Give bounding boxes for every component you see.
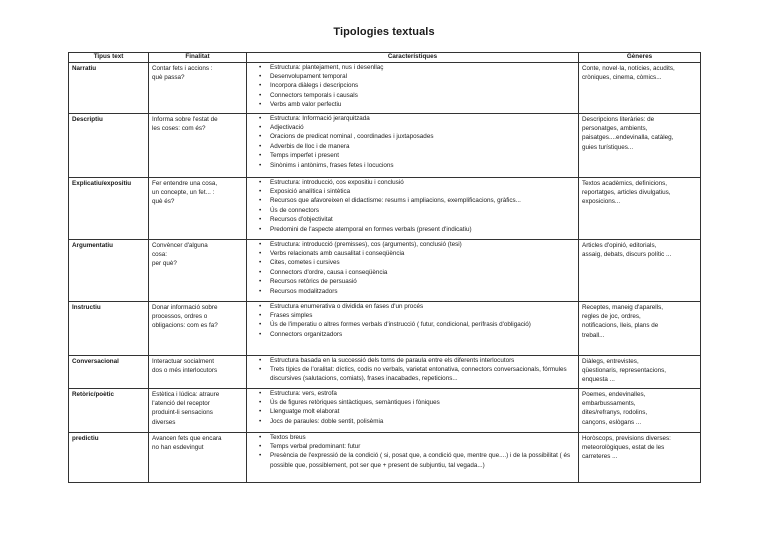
feature-item: • Connectors organitzadors: [270, 330, 575, 339]
header-purpose: Finalitat: [149, 53, 247, 63]
feature-item: • Temps imperfet i present: [270, 151, 575, 160]
feature-item: • Estructura: introducció (premisses), cos (arguments), conclusió (tesi): [270, 240, 575, 249]
cell-type: predictiu: [69, 432, 149, 482]
cell-features: [247, 432, 579, 482]
feature-item: • Recursos retòrics de persuasió: [270, 277, 575, 286]
features-list: [250, 178, 575, 234]
cell-type: Instructiu: [69, 301, 149, 355]
cell-purpose: [149, 113, 247, 177]
features-list: [250, 63, 575, 110]
feature-item: • Predomini de l'aspecte atemporal en formes verbals (present d'indicatiu): [270, 225, 575, 234]
purpose-line: Interactuar socialment: [152, 357, 214, 365]
features-list: [250, 433, 575, 471]
feature-item: • Estructura: Informació jerarquitzada: [270, 114, 575, 123]
purpose-line: Avancen fets que encara: [152, 434, 222, 442]
genre-line: dites/refranys, rodolins,: [582, 409, 648, 417]
page-title: Tipologies textuals: [333, 26, 435, 38]
cell-genres: [579, 177, 701, 239]
cell-features: [247, 388, 579, 432]
purpose-line: què és?: [152, 198, 175, 206]
cell-type: Argumentatiu: [69, 239, 149, 301]
cell-features: [247, 113, 579, 177]
purpose-line: no han esdevingut: [152, 444, 204, 451]
feature-item: • Estructura enumerativa o dividida en fases d'un procés: [270, 302, 575, 311]
text-types-table: [68, 52, 701, 483]
genre-line: Poemes, endevinalles,: [582, 390, 646, 398]
genre-line: regles de joc, ordres,: [582, 313, 641, 320]
feature-item: • Presència de l'expressió de la condició ( si, posat que, a condició que, mentre que....) i de la possibilitat ( és possible que, possiblement, pot ser que + present de subjuntiu, tal vegada...): [270, 451, 575, 470]
genre-line: Conte, novel·la, notícies, acudits,: [582, 64, 675, 72]
features-list: [250, 389, 575, 427]
feature-item: • Llenguatge molt elaborat: [270, 407, 575, 416]
table-row: [69, 388, 701, 432]
feature-item: • Recursos modalitzadors: [270, 287, 575, 296]
genre-line: personatges, ambients,: [582, 125, 648, 132]
cell-features: [247, 62, 579, 113]
cell-genres: [579, 432, 701, 482]
purpose-line: Donar informació sobre: [152, 303, 218, 311]
feature-item: • Sinònims i antònims, frases fetes i locucions: [270, 161, 575, 170]
cell-genres: [579, 355, 701, 388]
genre-line: Receptes, maneig d'aparells,: [582, 303, 664, 311]
purpose-line: Contar fets i accions :: [152, 64, 213, 72]
feature-item: • Trets típics de l'oralitat: díctics, codis no verbals, varietat entonativa, connectors conversacionals, fórmules discursives (salutacions, comiats), frases inacabades, repeticions...: [270, 365, 575, 384]
features-list: [250, 302, 575, 340]
feature-item: • Desenvolupament temporal: [270, 72, 575, 81]
cell-purpose: [149, 355, 247, 388]
cell-genres: [579, 301, 701, 355]
cell-purpose: [149, 301, 247, 355]
feature-item: • Connectors d'ordre, causa i conseqüència: [270, 268, 575, 277]
features-list: [250, 114, 575, 170]
cell-features: [247, 355, 579, 388]
genre-line: meteorològiques, estat de les: [582, 444, 665, 451]
feature-item: • Estructura: vers, estrofa: [270, 389, 575, 398]
header-type: Tipus text: [69, 53, 149, 63]
feature-item: • Jocs de paraules: doble sentit, polisèmia: [270, 417, 575, 426]
feature-item: • Recursos d'objectivitat: [270, 215, 575, 224]
cell-genres: [579, 62, 701, 113]
genre-line: treball...: [582, 331, 605, 339]
feature-item: • Ús de connectors: [270, 206, 575, 215]
feature-item: • Exposició analítica i sintètica: [270, 187, 575, 196]
table-row: [69, 177, 701, 239]
feature-item: • Verbs relacionats amb causalitat i conseqüència: [270, 249, 575, 258]
header-features: Característiques: [247, 53, 579, 63]
cell-type: Narratiu: [69, 62, 149, 113]
cell-purpose: [149, 388, 247, 432]
cell-type: Descriptiu: [69, 113, 149, 177]
genre-line: embarbussaments,: [582, 400, 636, 407]
cell-purpose: [149, 432, 247, 482]
purpose-line: Convèncer d'alguna: [152, 241, 208, 249]
feature-item: • Adjectivació: [270, 123, 575, 132]
feature-item: • Estructura: plantejament, nus i desenllaç: [270, 63, 575, 72]
purpose-line: obligacions: com es fa?: [152, 322, 218, 330]
feature-item: • Textos breus: [270, 433, 575, 442]
genre-line: reportatges, articles divulgatius,: [582, 189, 671, 196]
genre-line: Diàlegs, entrevistes,: [582, 357, 639, 365]
purpose-line: Fer entendre una cosa,: [152, 179, 218, 187]
purpose-line: l'atenció del receptor: [152, 400, 210, 407]
cell-purpose: [149, 239, 247, 301]
purpose-line: diverses: [152, 418, 176, 426]
genre-line: Horòscops, previsions diverses:: [582, 434, 671, 442]
cell-purpose: [149, 62, 247, 113]
purpose-line: processos, ordres o: [152, 313, 208, 320]
feature-item: • Connectors temporals i causals: [270, 91, 575, 100]
feature-item: • Cites, cometes i cursives: [270, 258, 575, 267]
feature-item: • Temps verbal predominant: futur: [270, 442, 575, 451]
feature-item: • Estructura: introducció, cos expositiu i conclusió: [270, 178, 575, 187]
cell-type: Conversacional: [69, 355, 149, 388]
purpose-line: per què?: [152, 260, 177, 268]
feature-item: • Ús de figures retòriques sintàctiques, semàntiques i fòniques: [270, 398, 575, 407]
cell-features: [247, 177, 579, 239]
table-row: [69, 301, 701, 355]
purpose-line: produint-li sensacions: [152, 409, 213, 417]
genre-line: qüestionaris, representacions,: [582, 367, 667, 374]
cell-features: [247, 301, 579, 355]
features-list: [250, 356, 575, 384]
genre-line: Textos acadèmics, definicions,: [582, 179, 668, 187]
purpose-line: Estètica i lúdica: atraure: [152, 390, 220, 398]
genre-line: exposicions...: [582, 198, 621, 206]
feature-item: • Recursos que afavoreixen el didactisme: resums i ampliacions, exemplificacions, gràfics...: [270, 196, 575, 205]
table-row: [69, 355, 701, 388]
purpose-line: Informa sobre l'estat de: [152, 115, 218, 123]
cell-genres: [579, 113, 701, 177]
genre-line: Descripcions literàries: de: [582, 115, 655, 123]
feature-item: • Adverbis de lloc i de manera: [270, 142, 575, 151]
genre-line: cròniques, cinema, còmics...: [582, 74, 662, 81]
cell-type: Explicatiu/expositiu: [69, 177, 149, 239]
purpose-line: les coses: com és?: [152, 125, 206, 132]
genre-line: enquesta ...: [582, 376, 615, 384]
genre-line: cançons, eslògans ...: [582, 418, 642, 426]
features-list: [250, 240, 575, 296]
feature-item: • Oracions de predicat nominal , coordinades i juxtaposades: [270, 132, 575, 141]
purpose-line: què passa?: [152, 74, 185, 81]
purpose-line: dos o més interlocutors: [152, 367, 218, 374]
header-genres: Gèneres: [579, 53, 701, 63]
feature-item: • Frases simples: [270, 311, 575, 320]
genre-line: carreteres ...: [582, 453, 618, 461]
table-row: [69, 432, 701, 482]
purpose-line: cosa:: [152, 251, 168, 258]
header-row: [69, 53, 701, 63]
genre-line: Articles d'opinió, editorials,: [582, 241, 657, 249]
cell-type: Retòric/poètic: [69, 388, 149, 432]
cell-features: [247, 239, 579, 301]
feature-item: • Ús de l'imperatiu o altres formes verbals d'instrucció ( futur, condicional, perífrasis d'obligació): [270, 320, 575, 329]
feature-item: • Incorpora diàlegs i descripcions: [270, 81, 575, 90]
cell-genres: [579, 239, 701, 301]
table-row: [69, 239, 701, 301]
table-row: [69, 113, 701, 177]
genre-line: assaig, debats, discurs polític ...: [582, 251, 672, 258]
feature-item: • Verbs amb valor perfectiu: [270, 100, 575, 109]
genre-line: guies turístiques...: [582, 143, 634, 151]
cell-purpose: [149, 177, 247, 239]
genre-line: notificacions, lleis, plans de: [582, 322, 659, 330]
genre-line: paisatges....endevinalla, catàleg,: [582, 134, 674, 142]
cell-genres: [579, 388, 701, 432]
purpose-line: un concepte, un fet... :: [152, 189, 215, 196]
feature-item: • Estructura basada en la successió dels torns de paraula entre els diferents interlocutors: [270, 356, 575, 365]
table-row: [69, 62, 701, 113]
